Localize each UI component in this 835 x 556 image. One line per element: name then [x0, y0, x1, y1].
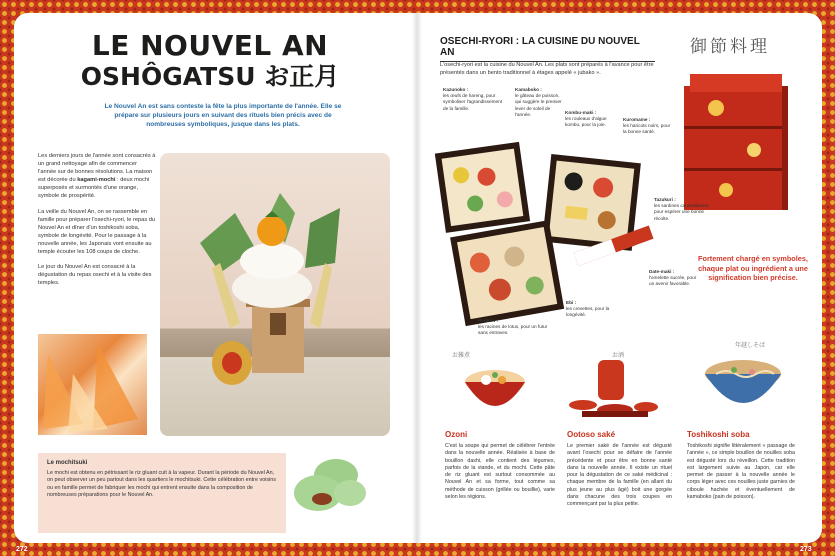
ozoni-text: C'est la soupe qui permet de célébrer l'entrée dans la nouvelle année. Réalisée à base de bouillon dashi, elle contient des légumes, parfois de la viande, et du mochi. Cette pâte de riz gluant est surtout consommée au Nouvel An et sa forme, tout comme sa méthode de cuisson (grillée ou bouillie), varie selon les régions.	[445, 443, 555, 501]
para1-text-b: : deux mochi superposés et surmontés d'une orange, symbole de prospérité.	[38, 177, 150, 200]
title-line-2: OSHÔGATSU お正月	[80, 62, 340, 91]
mochi-illustration	[288, 453, 370, 519]
book-gutter	[412, 13, 422, 543]
para1-keyword: kagami-mochi	[77, 177, 116, 184]
ozoni-bowl-illustration	[462, 360, 528, 420]
label-tazukuri-text: les sardines caramélisées, pour espérer une bonne récolte.	[654, 203, 710, 221]
label-kamaboko-text: le gâteau de poisson, qui suggère le premier lever de soleil de l'année.	[515, 93, 562, 117]
label-renkon	[478, 318, 550, 337]
label-kombu-text: les rouleaux d'algue kombu, pour la joie.	[565, 116, 607, 128]
label-datemaki	[649, 269, 701, 288]
label-tazukuri-title: Tazukuri :	[654, 197, 676, 202]
paragraph-3: Le jour du Nouvel An est consacré à la dégustation du repas osechi et à la visite des temples.	[38, 264, 152, 287]
soba-column	[687, 430, 795, 501]
page-number-left: 272	[16, 546, 28, 553]
soba-text: Toshikoshi signifie littéralement « passage de l'année », ce simple bouillon de nouilles soba est dégusté lors du réveillon. Cette tradition est largement suivie au Japon, car elle permet de passer à la nouvelle année le corps léger avec ces nouilles juste garnies de ciboule hachée et éventuellement de kamaboko (pain de poisson).	[687, 443, 795, 501]
kagami-mochi-photo	[160, 153, 390, 436]
label-kamaboko-title: Kamaboko :	[515, 87, 542, 92]
sake-column	[567, 430, 672, 509]
handwritten-soba: 年越しそば	[735, 342, 766, 349]
label-ebi-text: les crevettes, pour la longévité.	[566, 306, 610, 318]
mochitsuki-photo	[38, 334, 147, 435]
sake-set-illustration	[568, 355, 663, 420]
label-datemaki-text: l'omelette sucrée, pour un avenir favorable.	[649, 275, 697, 287]
label-renkon-text: les racines de lotus, pour un futur sans entraves.	[478, 324, 548, 336]
label-ebi-title: Ebi :	[566, 300, 577, 305]
label-kazunoko	[443, 87, 505, 112]
page-number-right: 273	[800, 546, 812, 553]
box-title: Le mochitsuki	[47, 460, 88, 466]
paragraph-1	[38, 152, 156, 201]
mochitsuki-box	[38, 453, 286, 533]
ozoni-title: Ozoni	[445, 430, 468, 439]
label-tazukuri	[654, 197, 714, 222]
sake-title: Ootoso saké	[567, 430, 616, 439]
callout-text: Fortement chargé en symboles, chaque plat ou ingrédient a une signification bien précise.	[698, 254, 808, 282]
left-body-text	[38, 152, 156, 294]
page-title	[60, 30, 360, 92]
sake-text: Le premier saké de l'année est dégusté avant l'osechi pour se défaire de l'année précédente et pour être en bonne santé dans la nouvelle année. Il existe un rituel pour la dégustation de ce saké médicinal : chaque membre de la famille (en allant du plus jeune au plus âgé) boit une gorgée dans chacune des trois coupes en commençant par la plus petite.	[567, 443, 672, 508]
title-line-1: LE NOUVEL AN	[91, 29, 329, 62]
label-kombu	[565, 110, 620, 129]
lead-paragraph: Le Nouvel An est sans conteste la fête la plus importante de l'année. Elle se prépare sur plusieurs jours en suivant des rituels bien précis avec de nombreuses symboliques, jusque dans les plats.	[104, 103, 342, 128]
para1-text-a: Les derniers jours de l'année sont consacrés à un grand nettoyage afin de commencer l'année sur de bonnes résolutions. La maison est décorée du	[38, 153, 156, 184]
soba-title: Toshikoshi soba	[687, 430, 750, 439]
box-text: Le mochi est obtenu en pétrissant le riz gluant cuit à la vapeur. Durant la période du Nouvel An, on peut observer un peu partout dans les quartiers le mochitsuki. Cette célébration entre voisins ou en famille permet de fabriquer les mochi qui entrent ensuite dans la composition de nombreuses préparations pour le Nouvel An.	[47, 470, 276, 499]
section-title: OSECHI-RYORI : LA CUISINE DU NOUVEL AN	[440, 36, 655, 62]
label-kuromame	[623, 117, 673, 136]
paragraph-2: La veille du Nouvel An, on se rassemble en famille pour préparer l'osechi-ryori, le repas du Nouvel An et dîner d'un toshikoshi soba, symbole de longévité. Pour le passage à la nouvelle année, les Japonais vont ensuite au temple écouter les 108 coups de cloche.	[38, 208, 156, 256]
soba-bowl-illustration	[702, 350, 784, 420]
label-ebi	[566, 300, 616, 319]
jubako-illustration	[676, 68, 794, 214]
osechi-illustration	[428, 118, 698, 338]
label-kuromame-title: Kuromame :	[623, 117, 651, 122]
label-renkon-title: Renkon :	[478, 318, 499, 323]
label-kuromame-text: les haricots noirs, pour la bonne santé.	[623, 123, 671, 135]
section-intro: L'osechi-ryori est la cuisine du Nouvel An. Les plats sont préparés à l'avance pour être présentés dans un bento traditionnel à étages appelé « jubako ».	[440, 62, 654, 76]
ozoni-column	[445, 430, 555, 501]
handwritten-ozoni: お雑煮	[452, 352, 471, 359]
handwritten-sake: お酒	[612, 352, 625, 359]
label-kazunoko-title: Kazunoko :	[443, 87, 469, 92]
kanji-calligraphy: 御節料理	[690, 37, 770, 57]
label-datemaki-title: Date-maki :	[649, 269, 675, 274]
label-kombu-title: Kombu-maki :	[565, 110, 597, 115]
label-kazunoko-text: les œufs de hareng, pour symboliser l'agrandissement de la famille.	[443, 93, 502, 111]
label-kamaboko	[515, 87, 565, 118]
